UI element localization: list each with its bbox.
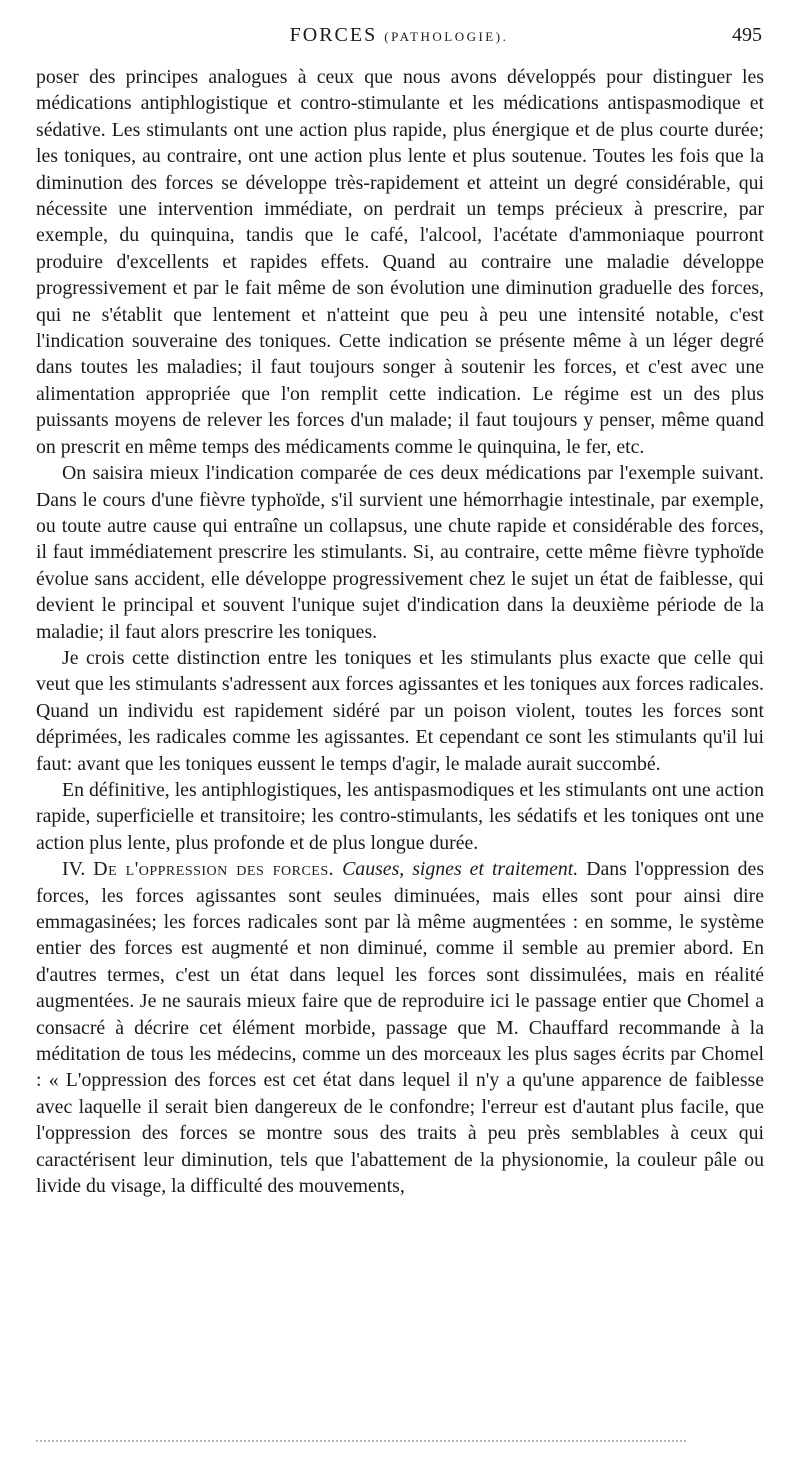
running-header [36, 24, 762, 54]
running-title-main: FORCES [289, 24, 378, 46]
section-iv-subheading: Causes, signes et traitement. [342, 858, 579, 881]
paragraph-1: poser des principes analogues à ceux que nous avons développés pour distinguer les médications antiphlogistique et contro-stimulante et les médications antispasmodique et sédative. Les stimulants ont une action plus rapide, plus énergique et de plus courte durée; les toniques, au contraire, ont une action plus lente et plus soutenue. Toutes les fois que la diminution des forces se développe très-rapidement et atteint un degré considérable, qui nécessite une intervention immédiate, on perdrait un temps précieux à prescrire, par exemple, du quinquina, tandis que le café, l'alcool, l'acétate d'ammoniaque pourront produire d'excellents et rapides effets. Quand au contraire une maladie développe progressivement et par le fait même de son évolution une diminution graduelle des forces, qui ne s'établit que lentement et n'atteint que peu à peu une intensité notable, c'est l'indication souveraine des toniques. Cette indication se présente même à un léger degré dans toutes les maladies; il faut toujours songer à soutenir les forces, et c'est avec une alimentation appropriée que l'on remplit cette indication. Le régime est un des plus puissants moyens de relever les forces d'un malade; il faut toujours y penser, même quand on prescrit en même temps des médicaments comme le quinquina, le fer, etc. [36, 66, 764, 458]
bottom-rule [36, 1440, 686, 1442]
running-title [36, 24, 762, 47]
paragraph-4: En définitive, les antiphlogistiques, les antispasmodiques et les stimulants ont une action rapide, superficielle et transitoire; les contro-stimulants, les sédatifs et les toniques ont une action plus lente, plus profonde et de plus longue durée. [36, 778, 764, 854]
body-text [36, 64, 764, 1199]
section-iv-paragraph [36, 856, 764, 1199]
section-iv-number: IV. [62, 858, 86, 881]
paragraph-2: On saisira mieux l'indication comparée de ces deux médications par l'exemple suivant. Dans le cours d'une fièvre typhoïde, s'il survient une hémorrhagie intestinale, par exemple, ou toute autre cause qui entraîne un collapsus, une chute rapide et considérable des forces, il faut immédiatement prescrire les stimulants. Si, au contraire, cette même fièvre typhoïde évolue sans accident, elle développe progressivement chez le sujet un état de faiblesse, qui devient le principal et souvent l'unique sujet d'indication dans la deuxième période de la maladie; il faut alors prescrire les toniques. [36, 462, 764, 643]
section-iv-text: Dans l'oppression des forces, les forces agissantes sont seules diminuées, mais elles sont pour ainsi dire emmagasinées; les forces radicales sont par là même augmentées : en somme, le système entier des forces est augmenté et non diminué, comme il semble au premier abord. En d'autres termes, c'est un état dans lequel les forces sont dissimulées, mais en réalité augmentées. Je ne saurais mieux faire que de reproduire ici le passage entier que Chomel a consacré à décrire cet élément morbide, passage que M. Chauffard recommande à la méditation de tous les médecins, comme un des morceaux les plus sages écrits par Chomel : « L'oppression des forces est cet état dans lequel il n'y a qu'une apparence de faiblesse avec laquelle il serait bien dangereux de le confondre; l'erreur est d'autant plus facile, que l'oppression des forces se montre sous des traits à peu près semblables à ceux qui caractérisent leur diminution, tels que l'abattement de la physionomie, la couleur pâle ou livide du visage, la difficulté des mouvements, [36, 858, 765, 1198]
paragraph-3: Je crois cette distinction entre les toniques et les stimulants plus exacte que celle qui veut que les stimulants s'adressent aux forces agissantes et les toniques aux forces radicales. Quand un individu est rapidement sidéré par un poison violent, toutes les forces sont déprimées, les radicales comme les agissantes. Et cependant ce sont les stimulants qu'il lui faut: avant que les toniques eussent le temps d'agir, le malade aurait succombé. [36, 646, 764, 775]
running-title-subtitle: (PATHOLOGIE). [384, 29, 509, 44]
page-number: 495 [732, 24, 762, 46]
section-iv-heading: De l'oppression des forces. [93, 858, 335, 881]
